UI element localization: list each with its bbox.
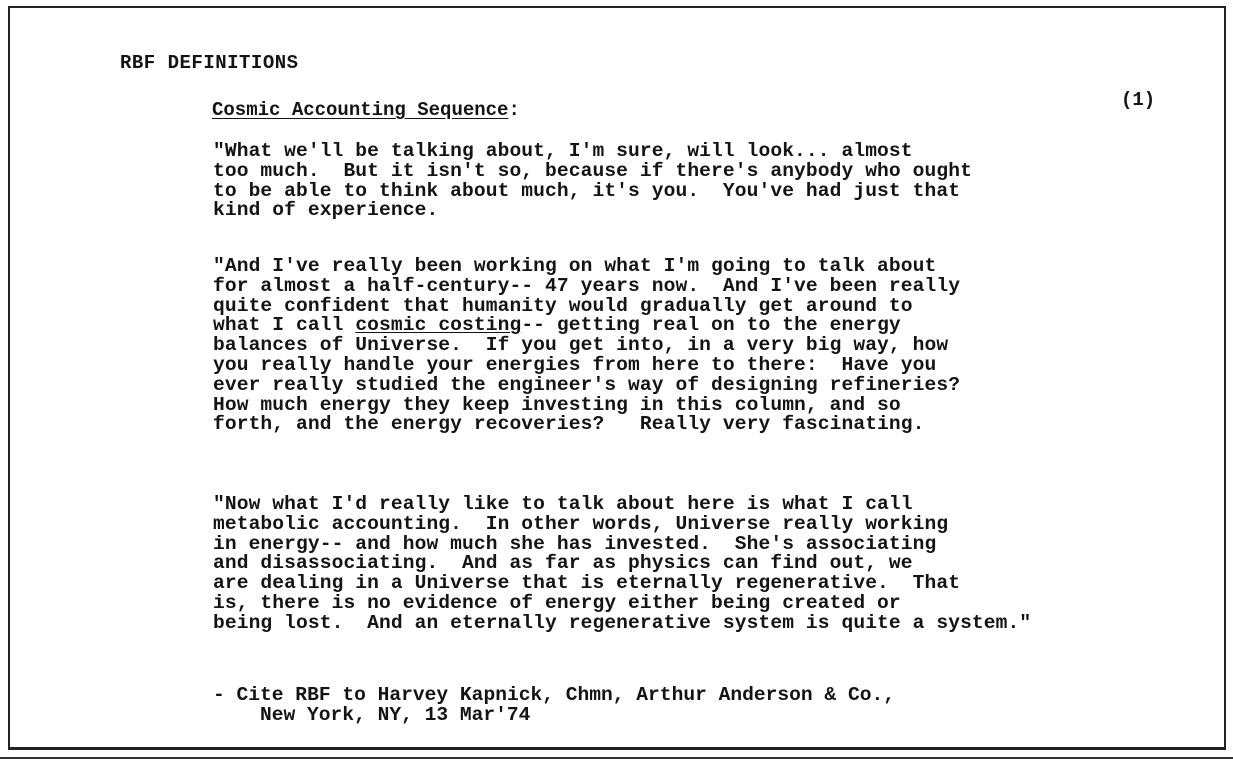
paragraph-line: How much energy they keep investing in this column, and so xyxy=(213,393,901,416)
page-number: (1) xyxy=(1121,89,1156,111)
paragraph-line: you really handle your energies from here to there: Have you xyxy=(213,353,937,376)
paragraph-1 xyxy=(213,142,972,221)
citation-line-2: New York, NY, 13 Mar'74 xyxy=(260,704,531,726)
paragraph-line: "And I've really been working on what I'm going to talk about xyxy=(213,255,937,277)
bottom-rule xyxy=(0,757,1233,759)
line-text: -- getting real on to the energy xyxy=(521,314,901,337)
paragraph-line: in energy-- and how much she has invested. She's associating xyxy=(213,532,937,555)
paragraph-line: too much. But it isn't so, because if there's anybody who ought xyxy=(213,159,972,182)
citation-line-1: - Cite RBF to Harvey Kapnick, Chmn, Arthur Anderson & Co., xyxy=(213,684,895,706)
line-text: what I call xyxy=(213,314,356,337)
document-header: RBF DEFINITIONS xyxy=(120,52,299,74)
citation xyxy=(213,685,895,725)
cosmic-costing-term: cosmic costing xyxy=(355,314,522,337)
paragraph-line: and disassociating. And as far as physics can find out, we xyxy=(213,552,913,575)
paragraph-line: quite confident that humanity would gradually get around to xyxy=(213,294,913,317)
paragraph-line: "Now what I'd really like to talk about here is what I call xyxy=(213,493,913,515)
paragraph-2 xyxy=(213,257,960,435)
term-title xyxy=(212,99,520,121)
term-title-text: Cosmic Accounting Sequence xyxy=(212,99,509,121)
paragraph-line: ever really studied the engineer's way of designing refineries? xyxy=(213,373,961,396)
paragraph-line: to be able to think about much, it's you. You've had just that xyxy=(213,179,961,202)
paragraph-line: "What we'll be talking about, I'm sure, will look... almost xyxy=(213,140,913,162)
paragraph-line: balances of Universe. If you get into, in a very big way, how xyxy=(213,334,949,357)
paragraph-line: forth, and the energy recoveries? Really very fascinating. xyxy=(213,413,925,436)
paragraph-line: for almost a half-century-- 47 years now. And I've been really xyxy=(213,274,961,297)
paragraph-line: being lost. And an eternally regenerative system is quite a system." xyxy=(213,611,1032,634)
paragraph-line: kind of experience. xyxy=(213,199,439,222)
paragraph-line: is, there is no evidence of energy either being created or xyxy=(213,591,901,614)
term-title-colon: : xyxy=(508,99,520,121)
paragraph-3 xyxy=(213,495,1031,634)
paragraph-line: are dealing in a Universe that is eternally regenerative. That xyxy=(213,572,961,595)
paragraph-line: metabolic accounting. In other words, Universe really working xyxy=(213,512,949,535)
